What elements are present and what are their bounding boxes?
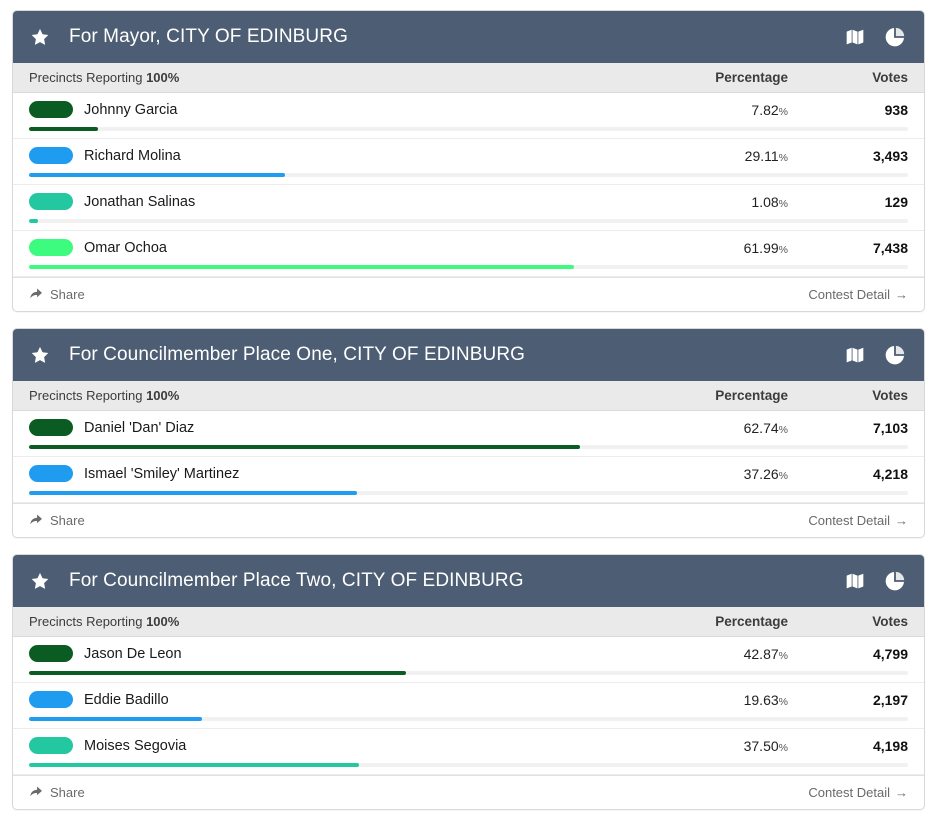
candidate-votes: 4,799 [872, 645, 908, 662]
votes-column-header: Votes [872, 70, 908, 85]
results-table-header [13, 63, 924, 93]
star-icon[interactable] [27, 342, 53, 368]
precincts-reporting-label: Precincts Reporting [29, 614, 143, 629]
contest-card [12, 554, 925, 810]
candidate-color-swatch [29, 645, 73, 662]
table-row [13, 683, 924, 729]
share-button[interactable] [29, 785, 85, 800]
candidate-line [29, 193, 908, 210]
candidate-line [29, 147, 908, 164]
candidate-bar-track [29, 265, 908, 269]
candidate-percentage-value: 7.82 [751, 101, 779, 118]
contest-title: For Councilmember Place Two, CITY OF EDINBURG [69, 570, 524, 591]
percentage-column-header: Percentage [715, 70, 788, 85]
candidate-line [29, 737, 908, 754]
candidate-votes: 7,103 [872, 419, 908, 436]
share-icon [29, 514, 43, 527]
candidate-bar-track [29, 127, 908, 131]
contest-header [13, 329, 924, 381]
results-table-header [13, 381, 924, 411]
candidate-percentage [638, 466, 788, 482]
candidate-bar-fill [29, 671, 406, 675]
contest-detail-link[interactable] [808, 785, 908, 800]
candidate-color-swatch [29, 737, 73, 754]
candidate-percentage-value: 37.50 [743, 737, 779, 754]
contest-card [12, 328, 925, 538]
candidate-line [29, 691, 908, 708]
percent-symbol: % [778, 741, 788, 754]
map-icon[interactable] [844, 571, 866, 591]
candidate-percentage [638, 420, 788, 436]
arrow-right-icon: → [895, 287, 908, 302]
candidate-name: Eddie Badillo [84, 691, 169, 708]
table-row [13, 637, 924, 683]
candidate-color-swatch [29, 419, 73, 436]
election-results-list [12, 10, 925, 810]
candidate-name: Omar Ochoa [84, 239, 167, 256]
candidate-line [29, 419, 908, 436]
candidate-bar-fill [29, 445, 580, 449]
candidate-bar-track [29, 717, 908, 721]
candidate-name: Jonathan Salinas [84, 193, 196, 210]
star-icon[interactable] [27, 24, 53, 50]
candidate-bar-fill [29, 763, 359, 767]
candidate-bar-track [29, 671, 908, 675]
contest-title: For Mayor, CITY OF EDINBURG [69, 26, 348, 47]
candidate-percentage [638, 148, 788, 164]
candidate-color-swatch [29, 239, 73, 256]
contest-title: For Councilmember Place One, CITY OF EDINBURG [69, 344, 526, 365]
candidate-bar-track [29, 763, 908, 767]
candidate-color-swatch [29, 691, 73, 708]
results-table-header [13, 607, 924, 637]
star-icon[interactable] [27, 568, 53, 594]
percent-symbol: % [778, 469, 788, 482]
candidate-line [29, 239, 908, 256]
candidate-percentage-value: 42.87 [743, 645, 779, 662]
candidate-votes: 3,493 [872, 147, 908, 164]
arrow-right-icon: → [895, 785, 908, 800]
share-label: Share [50, 287, 85, 302]
candidate-percentage-value: 1.08 [751, 193, 779, 210]
map-icon[interactable] [844, 27, 866, 47]
candidate-votes: 938 [884, 101, 908, 118]
header-icon-group [844, 344, 910, 366]
candidate-bar-fill [29, 265, 574, 269]
candidate-line [29, 645, 908, 662]
precincts-reporting [29, 388, 638, 403]
share-icon [29, 786, 43, 799]
candidate-bar-track [29, 219, 908, 223]
percent-symbol: % [778, 197, 788, 210]
percent-symbol: % [778, 649, 788, 662]
precincts-reporting-value: 100% [146, 70, 180, 85]
candidate-percentage-value: 29.11 [744, 147, 779, 164]
candidate-bar-track [29, 445, 908, 449]
contest-footer [13, 503, 924, 537]
percent-symbol: % [778, 243, 788, 256]
candidate-percentage [638, 692, 788, 708]
candidate-name: Jason De Leon [84, 645, 182, 662]
candidate-percentage-value: 61.99 [743, 239, 779, 256]
table-row [13, 231, 924, 277]
contest-detail-label: Contest Detail [808, 287, 890, 302]
candidate-percentage [638, 646, 788, 662]
arrow-right-icon: → [895, 513, 908, 528]
share-label: Share [50, 513, 85, 528]
candidate-name: Richard Molina [84, 147, 181, 164]
pie-chart-icon[interactable] [884, 570, 906, 592]
table-row [13, 139, 924, 185]
percent-symbol: % [778, 105, 788, 118]
percent-symbol: % [778, 695, 788, 708]
share-button[interactable] [29, 287, 85, 302]
precincts-reporting [29, 70, 638, 85]
share-label: Share [50, 785, 85, 800]
pie-chart-icon[interactable] [884, 26, 906, 48]
contest-card [12, 10, 925, 312]
precincts-reporting-label: Precincts Reporting [29, 70, 143, 85]
candidate-percentage [638, 194, 788, 210]
map-icon[interactable] [844, 345, 866, 365]
percent-symbol: % [778, 423, 788, 436]
candidate-color-swatch [29, 465, 73, 482]
contest-header [13, 11, 924, 63]
percent-symbol: % [778, 151, 788, 164]
header-icon-group [844, 26, 910, 48]
candidate-bar-track [29, 173, 908, 177]
candidate-percentage [638, 738, 788, 754]
candidate-name: Moises Segovia [84, 737, 187, 754]
table-row [13, 185, 924, 231]
candidate-color-swatch [29, 101, 73, 118]
candidate-percentage-value: 37.26 [743, 465, 779, 482]
contest-detail-link[interactable] [808, 287, 908, 302]
candidate-name: Daniel 'Dan' Diaz [84, 419, 195, 436]
candidate-votes: 4,198 [872, 737, 908, 754]
candidate-color-swatch [29, 193, 73, 210]
table-row [13, 93, 924, 139]
precincts-reporting-value: 100% [146, 614, 180, 629]
share-icon [29, 288, 43, 301]
precincts-reporting-value: 100% [146, 388, 180, 403]
candidate-bar-fill [29, 219, 38, 223]
contest-detail-label: Contest Detail [808, 513, 890, 528]
contest-header [13, 555, 924, 607]
candidate-percentage-value: 19.63 [743, 691, 779, 708]
precincts-reporting-label: Precincts Reporting [29, 388, 143, 403]
candidate-percentage [638, 240, 788, 256]
candidate-bar-fill [29, 717, 202, 721]
candidate-bar-track [29, 491, 908, 495]
table-row [13, 729, 924, 775]
candidate-line [29, 101, 908, 118]
candidate-percentage [638, 102, 788, 118]
votes-column-header: Votes [872, 388, 908, 403]
candidate-name: Ismael 'Smiley' Martinez [84, 465, 240, 482]
contest-footer [13, 775, 924, 809]
candidate-bar-fill [29, 491, 357, 495]
votes-column-header: Votes [872, 614, 908, 629]
contest-detail-label: Contest Detail [808, 785, 890, 800]
candidate-line [29, 465, 908, 482]
table-row [13, 411, 924, 457]
candidate-votes: 4,218 [872, 465, 908, 482]
share-button[interactable] [29, 513, 85, 528]
pie-chart-icon[interactable] [884, 344, 906, 366]
contest-footer [13, 277, 924, 311]
percentage-column-header: Percentage [715, 614, 788, 629]
candidate-percentage-value: 62.74 [743, 419, 779, 436]
candidate-votes: 129 [884, 193, 908, 210]
percentage-column-header: Percentage [715, 388, 788, 403]
candidate-name: Johnny Garcia [84, 101, 178, 118]
precincts-reporting [29, 614, 638, 629]
candidate-votes: 7,438 [872, 239, 908, 256]
header-icon-group [844, 570, 910, 592]
candidate-bar-fill [29, 127, 98, 131]
candidate-votes: 2,197 [872, 691, 908, 708]
table-row [13, 457, 924, 503]
contest-detail-link[interactable] [808, 513, 908, 528]
candidate-bar-fill [29, 173, 285, 177]
candidate-color-swatch [29, 147, 73, 164]
